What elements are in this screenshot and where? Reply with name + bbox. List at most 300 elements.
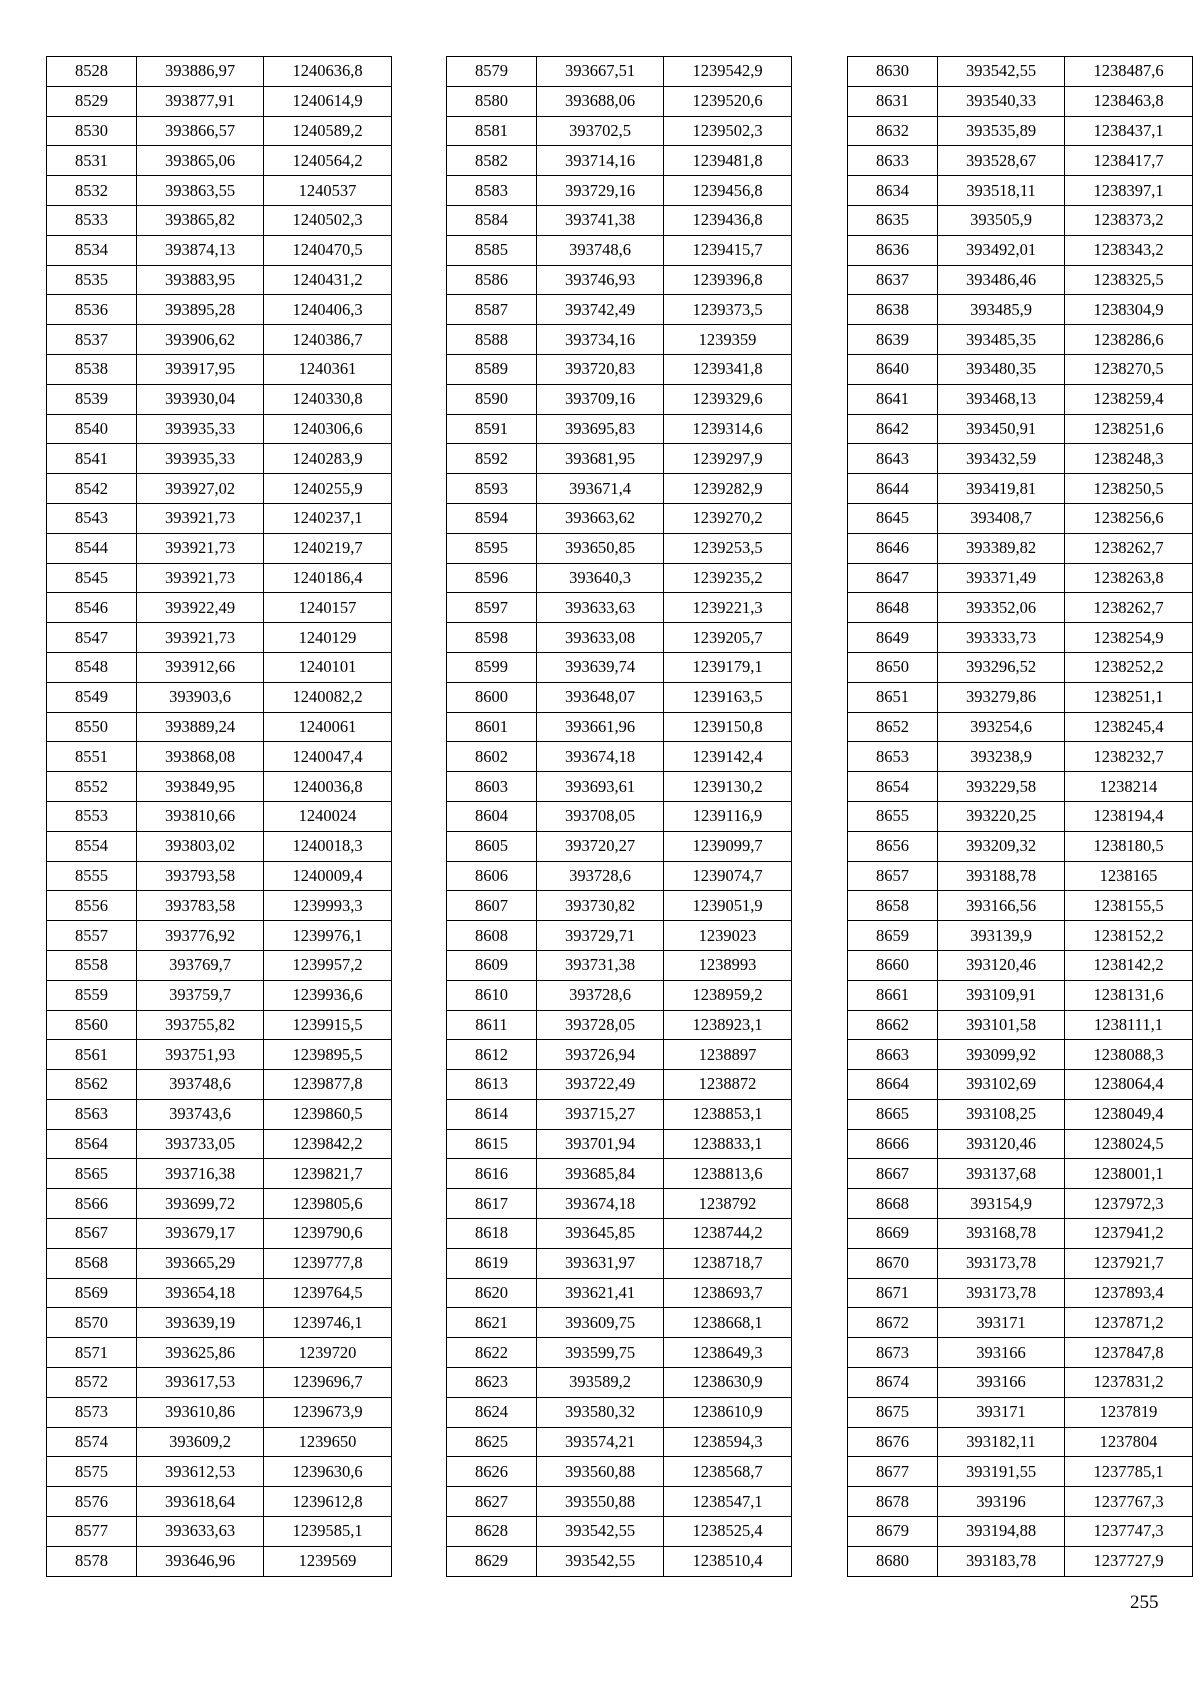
point-number-cell: 8600 bbox=[447, 682, 537, 712]
y-coordinate-cell: 1239585,1 bbox=[264, 1517, 392, 1547]
y-coordinate-cell: 1237972,3 bbox=[1065, 1189, 1193, 1219]
table-row bbox=[848, 57, 1193, 87]
table-row bbox=[848, 354, 1193, 384]
y-coordinate-cell: 1238649,3 bbox=[664, 1338, 792, 1368]
y-coordinate-cell: 1238744,2 bbox=[664, 1219, 792, 1249]
table-row bbox=[447, 652, 792, 682]
x-coordinate-cell: 393874,13 bbox=[137, 235, 264, 265]
x-coordinate-cell: 393352,06 bbox=[938, 593, 1065, 623]
x-coordinate-cell: 393279,86 bbox=[938, 682, 1065, 712]
table-row bbox=[447, 1487, 792, 1517]
point-number-cell: 8601 bbox=[447, 712, 537, 742]
x-coordinate-cell: 393589,2 bbox=[537, 1368, 664, 1398]
table-row bbox=[447, 1368, 792, 1398]
y-coordinate-cell: 1238897 bbox=[664, 1040, 792, 1070]
point-number-cell: 8664 bbox=[848, 1070, 938, 1100]
y-coordinate-cell: 1239805,6 bbox=[264, 1189, 392, 1219]
x-coordinate-cell: 393254,6 bbox=[938, 712, 1065, 742]
x-coordinate-cell: 393674,18 bbox=[537, 1189, 664, 1219]
y-coordinate-cell: 1238270,5 bbox=[1065, 354, 1193, 384]
point-number-cell: 8667 bbox=[848, 1159, 938, 1189]
point-number-cell: 8645 bbox=[848, 503, 938, 533]
y-coordinate-cell: 1238487,6 bbox=[1065, 57, 1193, 87]
point-number-cell: 8556 bbox=[47, 891, 137, 921]
x-coordinate-cell: 393716,38 bbox=[137, 1159, 264, 1189]
x-coordinate-cell: 393166 bbox=[938, 1368, 1065, 1398]
point-number-cell: 8589 bbox=[447, 354, 537, 384]
y-coordinate-cell: 1240024 bbox=[264, 801, 392, 831]
point-number-cell: 8573 bbox=[47, 1397, 137, 1427]
point-number-cell: 8644 bbox=[848, 474, 938, 504]
point-number-cell: 8673 bbox=[848, 1338, 938, 1368]
table-row bbox=[47, 1457, 392, 1487]
x-coordinate-cell: 393542,55 bbox=[938, 57, 1065, 87]
point-number-cell: 8651 bbox=[848, 682, 938, 712]
y-coordinate-cell: 1239142,4 bbox=[664, 742, 792, 772]
x-coordinate-cell: 393183,78 bbox=[938, 1546, 1065, 1576]
point-number-cell: 8648 bbox=[848, 593, 938, 623]
point-number-cell: 8637 bbox=[848, 265, 938, 295]
y-coordinate-cell: 1238214 bbox=[1065, 772, 1193, 802]
point-number-cell: 8656 bbox=[848, 831, 938, 861]
point-number-cell: 8545 bbox=[47, 563, 137, 593]
table-row bbox=[848, 742, 1193, 772]
x-coordinate-cell: 393921,73 bbox=[137, 563, 264, 593]
table-row bbox=[47, 325, 392, 355]
x-coordinate-cell: 393685,84 bbox=[537, 1159, 664, 1189]
point-number-cell: 8569 bbox=[47, 1278, 137, 1308]
y-coordinate-cell: 1239746,1 bbox=[264, 1308, 392, 1338]
point-number-cell: 8676 bbox=[848, 1427, 938, 1457]
y-coordinate-cell: 1239860,5 bbox=[264, 1099, 392, 1129]
y-coordinate-cell: 1237871,2 bbox=[1065, 1308, 1193, 1338]
table-row bbox=[47, 1368, 392, 1398]
y-coordinate-cell: 1239993,3 bbox=[264, 891, 392, 921]
x-coordinate-cell: 393450,91 bbox=[938, 414, 1065, 444]
y-coordinate-cell: 1238064,4 bbox=[1065, 1070, 1193, 1100]
x-coordinate-cell: 393722,49 bbox=[537, 1070, 664, 1100]
table-row bbox=[848, 116, 1193, 146]
y-coordinate-cell: 1238872 bbox=[664, 1070, 792, 1100]
x-coordinate-cell: 393540,33 bbox=[938, 86, 1065, 116]
table-row bbox=[47, 86, 392, 116]
table-row bbox=[447, 474, 792, 504]
point-number-cell: 8671 bbox=[848, 1278, 938, 1308]
x-coordinate-cell: 393220,25 bbox=[938, 801, 1065, 831]
table-row bbox=[447, 1427, 792, 1457]
y-coordinate-cell: 1239074,7 bbox=[664, 861, 792, 891]
x-coordinate-cell: 393741,38 bbox=[537, 205, 664, 235]
y-coordinate-cell: 1238923,1 bbox=[664, 1010, 792, 1040]
y-coordinate-cell: 1238152,2 bbox=[1065, 921, 1193, 951]
point-number-cell: 8624 bbox=[447, 1397, 537, 1427]
table-row bbox=[447, 1517, 792, 1547]
table-row bbox=[447, 772, 792, 802]
coordinate-table-1 bbox=[46, 56, 392, 1577]
table-row bbox=[47, 384, 392, 414]
x-coordinate-cell: 393769,7 bbox=[137, 950, 264, 980]
y-coordinate-cell: 1238325,5 bbox=[1065, 265, 1193, 295]
table-row bbox=[447, 742, 792, 772]
point-number-cell: 8650 bbox=[848, 652, 938, 682]
point-number-cell: 8560 bbox=[47, 1010, 137, 1040]
y-coordinate-cell: 1238437,1 bbox=[1065, 116, 1193, 146]
y-coordinate-cell: 1239650 bbox=[264, 1427, 392, 1457]
x-coordinate-cell: 393709,16 bbox=[537, 384, 664, 414]
table-row bbox=[848, 1308, 1193, 1338]
point-number-cell: 8657 bbox=[848, 861, 938, 891]
point-number-cell: 8548 bbox=[47, 652, 137, 682]
y-coordinate-cell: 1238131,6 bbox=[1065, 980, 1193, 1010]
x-coordinate-cell: 393542,55 bbox=[537, 1546, 664, 1576]
point-number-cell: 8652 bbox=[848, 712, 938, 742]
x-coordinate-cell: 393120,46 bbox=[938, 950, 1065, 980]
y-coordinate-cell: 1238049,4 bbox=[1065, 1099, 1193, 1129]
table-row bbox=[447, 533, 792, 563]
y-coordinate-cell: 1239396,8 bbox=[664, 265, 792, 295]
x-coordinate-cell: 393408,7 bbox=[938, 503, 1065, 533]
point-number-cell: 8534 bbox=[47, 235, 137, 265]
x-coordinate-cell: 393196 bbox=[938, 1487, 1065, 1517]
point-number-cell: 8610 bbox=[447, 980, 537, 1010]
x-coordinate-cell: 393645,85 bbox=[537, 1219, 664, 1249]
y-coordinate-cell: 1238343,2 bbox=[1065, 235, 1193, 265]
x-coordinate-cell: 393748,6 bbox=[537, 235, 664, 265]
x-coordinate-cell: 393730,82 bbox=[537, 891, 664, 921]
table-row bbox=[447, 563, 792, 593]
y-coordinate-cell: 1240237,1 bbox=[264, 503, 392, 533]
point-number-cell: 8618 bbox=[447, 1219, 537, 1249]
point-number-cell: 8550 bbox=[47, 712, 137, 742]
table-row bbox=[47, 682, 392, 712]
y-coordinate-cell: 1239314,6 bbox=[664, 414, 792, 444]
y-coordinate-cell: 1240082,2 bbox=[264, 682, 392, 712]
x-coordinate-cell: 393868,08 bbox=[137, 742, 264, 772]
point-number-cell: 8623 bbox=[447, 1368, 537, 1398]
x-coordinate-cell: 393194,88 bbox=[938, 1517, 1065, 1547]
table-row bbox=[447, 1099, 792, 1129]
y-coordinate-cell: 1238510,4 bbox=[664, 1546, 792, 1576]
table-row bbox=[447, 265, 792, 295]
y-coordinate-cell: 1238165 bbox=[1065, 861, 1193, 891]
table-row bbox=[47, 593, 392, 623]
point-number-cell: 8616 bbox=[447, 1159, 537, 1189]
x-coordinate-cell: 393389,82 bbox=[938, 533, 1065, 563]
y-coordinate-cell: 1239520,6 bbox=[664, 86, 792, 116]
point-number-cell: 8555 bbox=[47, 861, 137, 891]
point-number-cell: 8532 bbox=[47, 176, 137, 206]
point-number-cell: 8566 bbox=[47, 1189, 137, 1219]
point-number-cell: 8570 bbox=[47, 1308, 137, 1338]
y-coordinate-cell: 1240283,9 bbox=[264, 444, 392, 474]
point-number-cell: 8647 bbox=[848, 563, 938, 593]
y-coordinate-cell: 1239481,8 bbox=[664, 146, 792, 176]
x-coordinate-cell: 393191,55 bbox=[938, 1457, 1065, 1487]
point-number-cell: 8621 bbox=[447, 1308, 537, 1338]
x-coordinate-cell: 393728,05 bbox=[537, 1010, 664, 1040]
table-row bbox=[848, 474, 1193, 504]
table-row bbox=[848, 265, 1193, 295]
x-coordinate-cell: 393654,18 bbox=[137, 1278, 264, 1308]
point-number-cell: 8633 bbox=[848, 146, 938, 176]
point-number-cell: 8597 bbox=[447, 593, 537, 623]
table-row bbox=[447, 235, 792, 265]
x-coordinate-cell: 393912,66 bbox=[137, 652, 264, 682]
table-row bbox=[447, 593, 792, 623]
table-row bbox=[848, 1040, 1193, 1070]
y-coordinate-cell: 1237804 bbox=[1065, 1427, 1193, 1457]
x-coordinate-cell: 393849,95 bbox=[137, 772, 264, 802]
table-row bbox=[47, 295, 392, 325]
table-row bbox=[47, 116, 392, 146]
y-coordinate-cell: 1239205,7 bbox=[664, 623, 792, 653]
x-coordinate-cell: 393108,25 bbox=[938, 1099, 1065, 1129]
y-coordinate-cell: 1237727,9 bbox=[1065, 1546, 1193, 1576]
table-row bbox=[447, 1010, 792, 1040]
table-row bbox=[47, 1010, 392, 1040]
table-row bbox=[447, 414, 792, 444]
table-row bbox=[447, 205, 792, 235]
y-coordinate-cell: 1238417,7 bbox=[1065, 146, 1193, 176]
point-number-cell: 8593 bbox=[447, 474, 537, 504]
point-number-cell: 8642 bbox=[848, 414, 938, 444]
x-coordinate-cell: 393877,91 bbox=[137, 86, 264, 116]
y-coordinate-cell: 1238088,3 bbox=[1065, 1040, 1193, 1070]
table-row bbox=[47, 1308, 392, 1338]
y-coordinate-cell: 1238250,5 bbox=[1065, 474, 1193, 504]
x-coordinate-cell: 393695,83 bbox=[537, 414, 664, 444]
y-coordinate-cell: 1238262,7 bbox=[1065, 593, 1193, 623]
table-row bbox=[447, 1040, 792, 1070]
point-number-cell: 8577 bbox=[47, 1517, 137, 1547]
x-coordinate-cell: 393528,67 bbox=[938, 146, 1065, 176]
y-coordinate-cell: 1238001,1 bbox=[1065, 1159, 1193, 1189]
point-number-cell: 8670 bbox=[848, 1248, 938, 1278]
table-row bbox=[848, 682, 1193, 712]
x-coordinate-cell: 393906,62 bbox=[137, 325, 264, 355]
x-coordinate-cell: 393535,89 bbox=[938, 116, 1065, 146]
table-row bbox=[47, 1487, 392, 1517]
x-coordinate-cell: 393743,6 bbox=[137, 1099, 264, 1129]
table-row bbox=[47, 891, 392, 921]
point-number-cell: 8572 bbox=[47, 1368, 137, 1398]
point-number-cell: 8552 bbox=[47, 772, 137, 802]
y-coordinate-cell: 1240047,4 bbox=[264, 742, 392, 772]
table-row bbox=[848, 533, 1193, 563]
x-coordinate-cell: 393665,29 bbox=[137, 1248, 264, 1278]
y-coordinate-cell: 1238251,6 bbox=[1065, 414, 1193, 444]
point-number-cell: 8608 bbox=[447, 921, 537, 951]
point-number-cell: 8592 bbox=[447, 444, 537, 474]
x-coordinate-cell: 393917,95 bbox=[137, 354, 264, 384]
point-number-cell: 8628 bbox=[447, 1517, 537, 1547]
table-row bbox=[447, 950, 792, 980]
x-coordinate-cell: 393679,17 bbox=[137, 1219, 264, 1249]
table-row bbox=[47, 950, 392, 980]
table-row bbox=[848, 1070, 1193, 1100]
y-coordinate-cell: 1237767,3 bbox=[1065, 1487, 1193, 1517]
y-coordinate-cell: 1239936,6 bbox=[264, 980, 392, 1010]
point-number-cell: 8661 bbox=[848, 980, 938, 1010]
x-coordinate-cell: 393783,58 bbox=[137, 891, 264, 921]
x-coordinate-cell: 393229,58 bbox=[938, 772, 1065, 802]
y-coordinate-cell: 1239842,2 bbox=[264, 1129, 392, 1159]
y-coordinate-cell: 1239023 bbox=[664, 921, 792, 951]
table-row bbox=[447, 295, 792, 325]
point-number-cell: 8591 bbox=[447, 414, 537, 444]
table-row bbox=[848, 1487, 1193, 1517]
x-coordinate-cell: 393733,05 bbox=[137, 1129, 264, 1159]
x-coordinate-cell: 393209,32 bbox=[938, 831, 1065, 861]
y-coordinate-cell: 1239051,9 bbox=[664, 891, 792, 921]
x-coordinate-cell: 393480,35 bbox=[938, 354, 1065, 384]
x-coordinate-cell: 393714,16 bbox=[537, 146, 664, 176]
coordinate-table-3 bbox=[847, 56, 1193, 1577]
x-coordinate-cell: 393921,73 bbox=[137, 503, 264, 533]
table-row bbox=[47, 533, 392, 563]
point-number-cell: 8654 bbox=[848, 772, 938, 802]
table-row bbox=[47, 861, 392, 891]
y-coordinate-cell: 1239130,2 bbox=[664, 772, 792, 802]
y-coordinate-cell: 1239502,3 bbox=[664, 116, 792, 146]
y-coordinate-cell: 1240306,6 bbox=[264, 414, 392, 444]
y-coordinate-cell: 1238252,2 bbox=[1065, 652, 1193, 682]
x-coordinate-cell: 393485,9 bbox=[938, 295, 1065, 325]
x-coordinate-cell: 393486,46 bbox=[938, 265, 1065, 295]
table-row bbox=[447, 1248, 792, 1278]
y-coordinate-cell: 1237747,3 bbox=[1065, 1517, 1193, 1547]
y-coordinate-cell: 1239116,9 bbox=[664, 801, 792, 831]
table-row bbox=[848, 772, 1193, 802]
table-row bbox=[848, 1517, 1193, 1547]
point-number-cell: 8626 bbox=[447, 1457, 537, 1487]
y-coordinate-cell: 1238259,4 bbox=[1065, 384, 1193, 414]
y-coordinate-cell: 1240129 bbox=[264, 623, 392, 653]
point-number-cell: 8588 bbox=[447, 325, 537, 355]
point-number-cell: 8576 bbox=[47, 1487, 137, 1517]
x-coordinate-cell: 393674,18 bbox=[537, 742, 664, 772]
y-coordinate-cell: 1239436,8 bbox=[664, 205, 792, 235]
y-coordinate-cell: 1240406,3 bbox=[264, 295, 392, 325]
table-row bbox=[47, 801, 392, 831]
x-coordinate-cell: 393518,11 bbox=[938, 176, 1065, 206]
y-coordinate-cell: 1238718,7 bbox=[664, 1248, 792, 1278]
x-coordinate-cell: 393742,49 bbox=[537, 295, 664, 325]
x-coordinate-cell: 393633,63 bbox=[137, 1517, 264, 1547]
x-coordinate-cell: 393238,9 bbox=[938, 742, 1065, 772]
x-coordinate-cell: 393715,27 bbox=[537, 1099, 664, 1129]
x-coordinate-cell: 393863,55 bbox=[137, 176, 264, 206]
y-coordinate-cell: 1239270,2 bbox=[664, 503, 792, 533]
point-number-cell: 8649 bbox=[848, 623, 938, 653]
y-coordinate-cell: 1239359 bbox=[664, 325, 792, 355]
y-coordinate-cell: 1240157 bbox=[264, 593, 392, 623]
x-coordinate-cell: 393671,4 bbox=[537, 474, 664, 504]
table-row bbox=[848, 325, 1193, 355]
point-number-cell: 8585 bbox=[447, 235, 537, 265]
x-coordinate-cell: 393618,64 bbox=[137, 1487, 264, 1517]
table-row bbox=[47, 921, 392, 951]
y-coordinate-cell: 1238959,2 bbox=[664, 980, 792, 1010]
y-coordinate-cell: 1240255,9 bbox=[264, 474, 392, 504]
point-number-cell: 8568 bbox=[47, 1248, 137, 1278]
y-coordinate-cell: 1238024,5 bbox=[1065, 1129, 1193, 1159]
table-row bbox=[848, 712, 1193, 742]
point-number-cell: 8617 bbox=[447, 1189, 537, 1219]
x-coordinate-cell: 393866,57 bbox=[137, 116, 264, 146]
y-coordinate-cell: 1240361 bbox=[264, 354, 392, 384]
y-coordinate-cell: 1239877,8 bbox=[264, 1070, 392, 1100]
y-coordinate-cell: 1238263,8 bbox=[1065, 563, 1193, 593]
x-coordinate-cell: 393296,52 bbox=[938, 652, 1065, 682]
table-row bbox=[848, 861, 1193, 891]
y-coordinate-cell: 1239297,9 bbox=[664, 444, 792, 474]
table-row bbox=[447, 1546, 792, 1576]
x-coordinate-cell: 393432,59 bbox=[938, 444, 1065, 474]
y-coordinate-cell: 1238525,4 bbox=[664, 1517, 792, 1547]
y-coordinate-cell: 1238194,4 bbox=[1065, 801, 1193, 831]
point-number-cell: 8557 bbox=[47, 921, 137, 951]
table-row bbox=[47, 1219, 392, 1249]
x-coordinate-cell: 393883,95 bbox=[137, 265, 264, 295]
point-number-cell: 8590 bbox=[447, 384, 537, 414]
y-coordinate-cell: 1239976,1 bbox=[264, 921, 392, 951]
table-row bbox=[447, 1397, 792, 1427]
x-coordinate-cell: 393650,85 bbox=[537, 533, 664, 563]
x-coordinate-cell: 393661,96 bbox=[537, 712, 664, 742]
point-number-cell: 8658 bbox=[848, 891, 938, 921]
point-number-cell: 8574 bbox=[47, 1427, 137, 1457]
y-coordinate-cell: 1238142,2 bbox=[1065, 950, 1193, 980]
y-coordinate-cell: 1239221,3 bbox=[664, 593, 792, 623]
x-coordinate-cell: 393333,73 bbox=[938, 623, 1065, 653]
table-row bbox=[447, 86, 792, 116]
x-coordinate-cell: 393419,81 bbox=[938, 474, 1065, 504]
table-row bbox=[447, 503, 792, 533]
point-number-cell: 8531 bbox=[47, 146, 137, 176]
x-coordinate-cell: 393720,83 bbox=[537, 354, 664, 384]
point-number-cell: 8607 bbox=[447, 891, 537, 921]
x-coordinate-cell: 393580,32 bbox=[537, 1397, 664, 1427]
x-coordinate-cell: 393617,53 bbox=[137, 1368, 264, 1398]
table-row bbox=[447, 325, 792, 355]
x-coordinate-cell: 393154,9 bbox=[938, 1189, 1065, 1219]
table-row bbox=[848, 503, 1193, 533]
x-coordinate-cell: 393699,72 bbox=[137, 1189, 264, 1219]
table-row bbox=[447, 831, 792, 861]
table-row bbox=[848, 1397, 1193, 1427]
table-row bbox=[848, 652, 1193, 682]
point-number-cell: 8622 bbox=[447, 1338, 537, 1368]
x-coordinate-cell: 393639,19 bbox=[137, 1308, 264, 1338]
point-number-cell: 8630 bbox=[848, 57, 938, 87]
x-coordinate-cell: 393542,55 bbox=[537, 1517, 664, 1547]
table-row bbox=[47, 1517, 392, 1547]
x-coordinate-cell: 393895,28 bbox=[137, 295, 264, 325]
x-coordinate-cell: 393930,04 bbox=[137, 384, 264, 414]
y-coordinate-cell: 1238286,6 bbox=[1065, 325, 1193, 355]
point-number-cell: 8631 bbox=[848, 86, 938, 116]
x-coordinate-cell: 393173,78 bbox=[938, 1278, 1065, 1308]
x-coordinate-cell: 393550,88 bbox=[537, 1487, 664, 1517]
y-coordinate-cell: 1238256,6 bbox=[1065, 503, 1193, 533]
point-number-cell: 8596 bbox=[447, 563, 537, 593]
y-coordinate-cell: 1238853,1 bbox=[664, 1099, 792, 1129]
point-number-cell: 8609 bbox=[447, 950, 537, 980]
table-row bbox=[848, 1338, 1193, 1368]
table-row bbox=[47, 831, 392, 861]
point-number-cell: 8666 bbox=[848, 1129, 938, 1159]
